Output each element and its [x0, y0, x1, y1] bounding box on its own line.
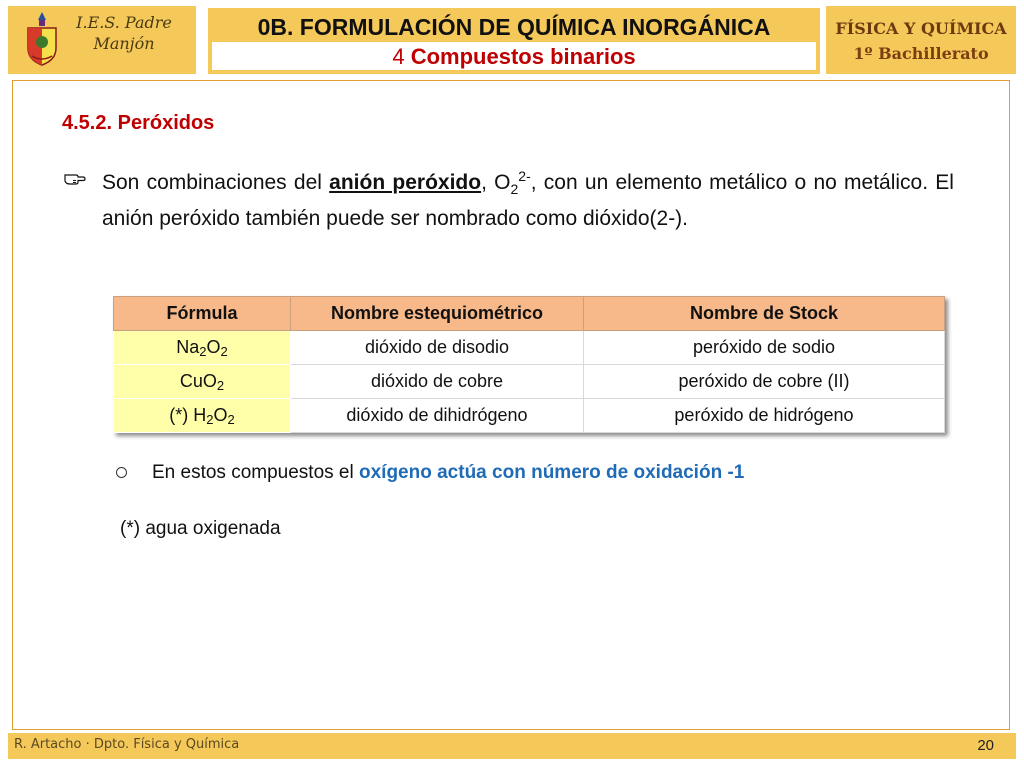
formula-part-a: Na	[176, 337, 200, 357]
formula-cell	[114, 365, 291, 399]
paragraph-subscript: 2	[510, 181, 519, 198]
oxidation-note	[152, 462, 744, 484]
formula-sub-b: 2	[227, 412, 235, 427]
formula-sub-b: 2	[220, 344, 228, 359]
school-name-line1: I.E.S. Padre	[76, 13, 172, 32]
paragraph-superscript: 2-	[518, 168, 531, 184]
stoich-name-cell: dióxido de cobre	[291, 365, 584, 399]
header-stock-name: Nombre de Stock	[584, 297, 945, 331]
table-row	[114, 365, 945, 399]
section-heading	[62, 112, 214, 135]
formula-sub-a: 2	[206, 412, 214, 427]
stock-name-cell: peróxido de cobre (II)	[584, 365, 945, 399]
table-header-row	[114, 297, 945, 331]
paragraph-part3: , con un elemento metálico o no metálico. El anión peróxido también puede ser nombrado como dióxido(2-).	[102, 171, 954, 231]
page-title: 0B. FORMULACIÓN DE QUÍMICA INORGÁNICA	[257, 14, 771, 40]
school-crest-icon	[22, 10, 62, 68]
school-name-line2: Manjón	[93, 34, 155, 53]
section-title: Peróxidos	[117, 112, 215, 134]
footer-bar	[8, 733, 1016, 759]
subject-label: FÍSICA Y QUÍMICA	[835, 19, 1007, 38]
formula-sub-a: 2	[216, 378, 225, 393]
paragraph-part1: Son combinaciones del	[102, 171, 330, 194]
formula-cell	[114, 399, 291, 433]
formula-sub-a: 2	[199, 344, 207, 359]
formula-part-a: H	[193, 405, 207, 425]
peroxide-table	[113, 296, 945, 433]
table-row	[114, 331, 945, 365]
formula-part-b: O	[213, 405, 228, 425]
note-text: En estos compuestos el	[152, 462, 359, 483]
page-number: 20	[977, 737, 994, 754]
header-subtitle-box	[212, 42, 816, 70]
note-highlight: oxígeno actúa con número de oxidación -1	[359, 462, 745, 483]
pointing-hand-icon	[64, 168, 86, 188]
level-label: 1º Bachillerato	[853, 44, 989, 63]
subtitle-text: Compuestos binarios	[410, 44, 636, 69]
section-number: 4.5.2.	[62, 112, 113, 134]
formula-prefix: (*)	[169, 405, 194, 425]
formula-cell	[114, 331, 291, 365]
school-name	[60, 12, 188, 54]
circle-bullet-icon	[116, 467, 127, 478]
header-formula: Fórmula	[114, 297, 291, 331]
paragraph-emphasis: anión peróxido	[329, 171, 482, 194]
table-row	[114, 399, 945, 433]
paragraph-part2: , O	[481, 171, 511, 194]
subtitle-number: 4	[392, 44, 405, 69]
stoich-name-cell: dióxido de disodio	[291, 331, 584, 365]
header-left-box	[8, 6, 196, 74]
stock-name-cell: peróxido de hidrógeno	[584, 399, 945, 433]
formula-part-a: CuO	[179, 371, 217, 391]
header-title-box	[208, 8, 820, 74]
footnote: (*) agua oxigenada	[120, 518, 281, 539]
header-stoich-name: Nombre estequiométrico	[291, 297, 584, 331]
page-subtitle	[212, 44, 816, 70]
stoich-name-cell: dióxido de dihidrógeno	[291, 399, 584, 433]
stock-name-cell: peróxido de sodio	[584, 331, 945, 365]
formula-part-b: O	[206, 337, 221, 357]
footer-author: R. Artacho · Dpto. Física y Química	[14, 737, 240, 752]
header-right-box	[826, 6, 1016, 74]
definition-paragraph	[102, 162, 954, 233]
